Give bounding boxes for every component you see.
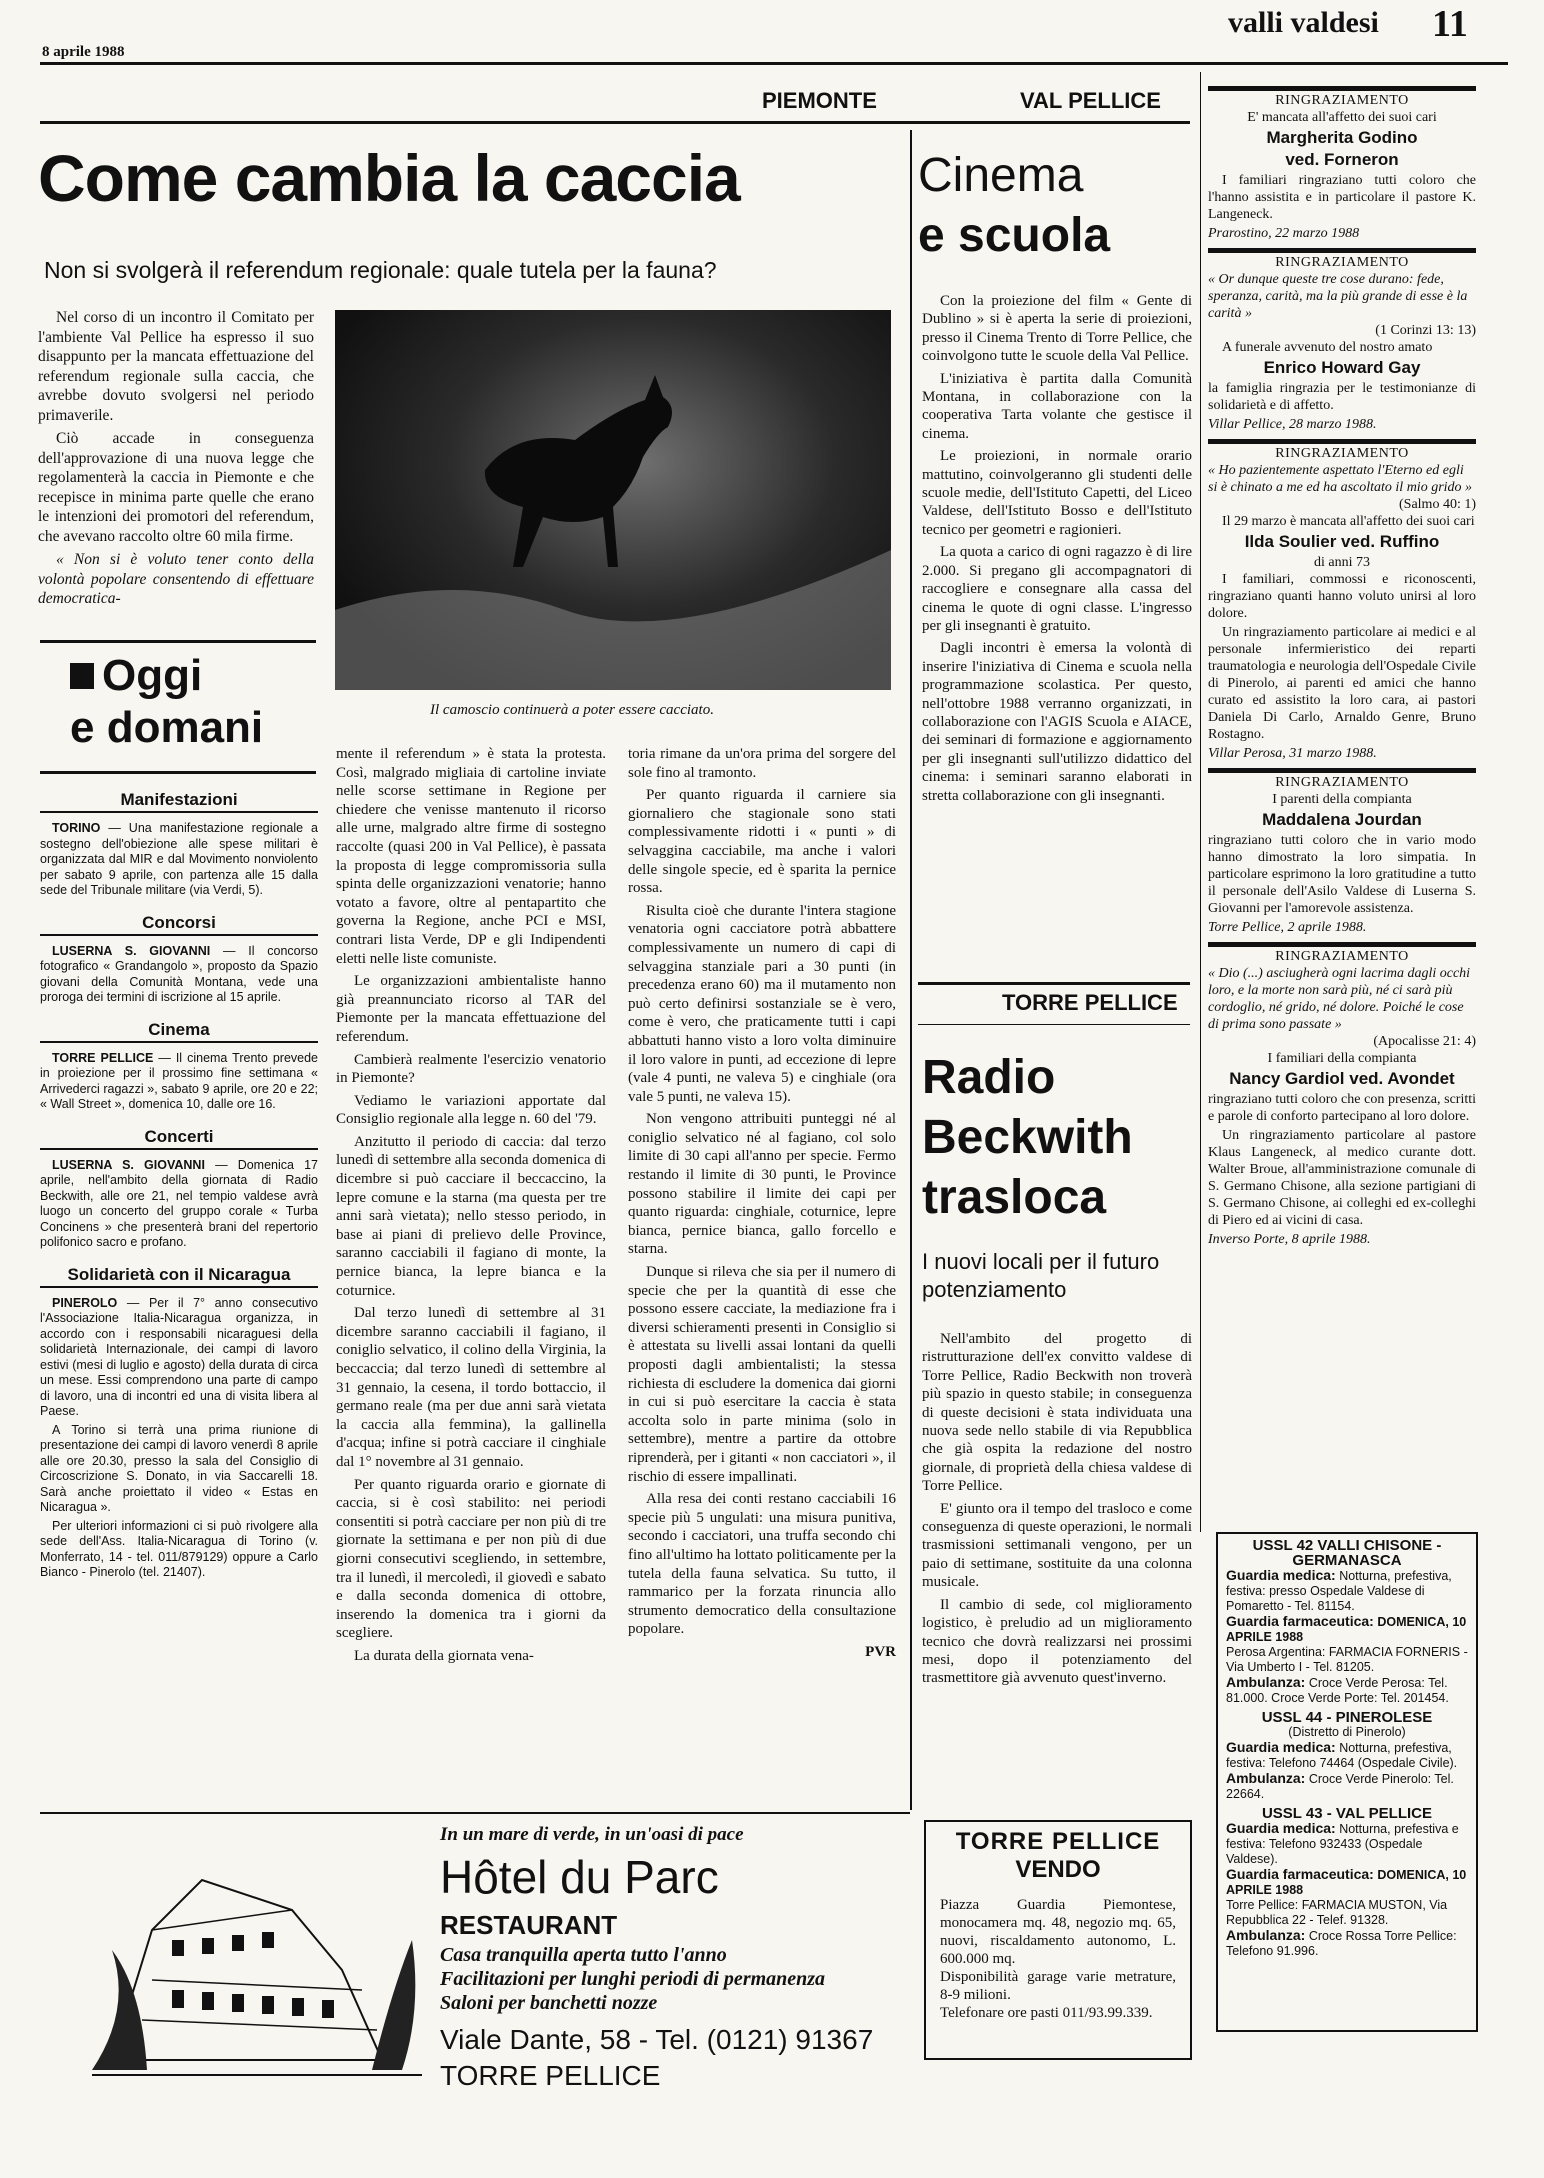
ringraziamento-3 <box>1208 439 1476 762</box>
oggi-place: LUSERNA S. GIOVANNI <box>52 1157 205 1172</box>
oggi-place: TORRE PELLICE <box>52 1050 154 1065</box>
cinema-para: Dagli incontri è emersa la volontà di inserire l'iniziativa di Cinema e scuola nella programmazione scolastica. Per questo, nell'ottobre 1988 verranno organizzati, in collaborazione con l'AGIS Scuola e AIACE, dei seminari di formazione e aggiornamento per gli insegnanti sull'utilizzo didattico del cinema: i seminari saranno elaborati in stretta collaborazione con gli insegnanti. <box>922 640 1192 804</box>
ussl-sub: (Distretto di Pinerolo) <box>1288 1725 1406 1739</box>
rg-intro: A funerale avvenuto del nostro amato <box>1222 340 1433 355</box>
hotel-illustration <box>92 1860 422 2090</box>
vendo-text: Piazza Guardia Piemontese, monocamera mq. 48, negozio mq. 65, nuovi, riscaldamento autonomo, L. 600.000 mq. <box>940 1897 1176 1967</box>
vendo-text-3: Telefonare ore pasti 011/93.99.339. <box>940 2005 1153 2021</box>
caccia-para: toria rimane da un'ora prima del sorgere del sole fino al tramonto. <box>628 746 896 781</box>
ussl-label: Guardia medica: <box>1226 1567 1336 1583</box>
rg-place: Torre Pellice, 2 aprile 1988. <box>1208 920 1367 935</box>
rg-body: Un ringraziamento particolare ai medici e al personale infermieristico dei reparti traumatologia e neurologia dell'Ospedale Civile di Pinerolo, ai parenti ed amici che hanno curato ed assistito la loro cara, ai pastori Daniela Di Carlo, Arnaldo Genre, Bruno Rostagno. <box>1208 625 1476 742</box>
oggi-place: TORINO <box>52 821 101 835</box>
caccia-para: Nel corso di un incontro il Comitato per l'ambiente Val Pellice ha espresso il suo disappunto per la mancata effettuazione del referendum regionale sulla caccia, che avrebbe dovuto svolgersi nel periodo primaverile. <box>38 309 314 424</box>
radio-body <box>922 1330 1192 1692</box>
oggi-text: A Torino si terrà una prima riunione di presentazione dei campi di lavoro venerdì 8 aprile alle ore 20.30, presso la sala del Consiglio di Circoscrizione S. Donato, in via Saccarelli 18. Sarà anche proiettato il video « Estas en Nicaragua ». <box>40 1422 318 1514</box>
caccia-para: Alla resa dei conti restano cacciabili 16 specie più 5 ungulati: una misura punitiva, secondo i cacciatori, una truffa secondo chi fino all'ultimo ha lottato politicamente per la tutela della fauna selvatica. Su tutto, il rammarico per la forzata rinuncia allo strumento democratico della consultazione popolare. <box>628 1491 896 1638</box>
square-bullet-icon <box>70 663 94 689</box>
hotel-address: Viale Dante, 58 - Tel. (0121) 91367 <box>440 2024 874 2055</box>
caccia-para: Risulta cioè che durante l'intera stagione venatoria ogni cacciatore potrà abbattere complessivamente un numero di capi di selvaggina stanziale pari a 30 punti (in precedenza erano 60) ma il mutamento non può certo definirsi sostanziale se è vero, come è vero, che praticamente tutti i capi abbattuti hanno visto a loro volta diminuire il loro valore in punti, ad eccezione di lepre (vale 4 punti, ne valeva 5) e cinghiale (ora vale 5 punti, ne valeva 15). <box>628 902 896 1105</box>
hotel-name: Hôtel du Parc <box>440 1851 719 1903</box>
oggi-text: — Una manifestazione regionale a sostegno dell'obiezione alle spese militari è organizzata dal MIR e dal Movimento nonviolento per sabato 9 aprile, con partenza alle 15 dalla sede del Tribunale militare (via Verdi, 5). <box>40 821 318 897</box>
ussl-text: Perosa Argentina: FARMACIA FORNERIS - Via Umberto I - Tel. 81205. <box>1226 1645 1468 1674</box>
radio-headline-2: Beckwith <box>922 1111 1133 1164</box>
rg-name: Maddalena Jourdan <box>1262 810 1422 829</box>
ussl-title: USSL 42 VALLI CHISONE - GERMANASCA <box>1252 1537 1442 1569</box>
hotel-line-3: Saloni per banchetti nozze <box>440 1992 658 2014</box>
section-piemonte: PIEMONTE <box>762 88 877 113</box>
radio-subhead: I nuovi locali per il futuro potenziamento <box>922 1249 1160 1302</box>
rg-quote: « Or dunque queste tre cose durano: fede, speranza, carità, ma la più grande di esse è la carità » <box>1208 272 1468 321</box>
oggi-place: LUSERNA S. GIOVANNI <box>52 943 211 958</box>
rg-name: ved. Forneron <box>1285 150 1399 169</box>
section-torre-pellice: TORRE PELLICE <box>1002 990 1178 1015</box>
caccia-signature: PVR <box>865 1643 896 1660</box>
ussl-text: DOMENICA, 10 APRILE 1988 <box>1226 1868 1467 1897</box>
oggi-list <box>40 790 318 1584</box>
radio-para: Il cambio di sede, col miglioramento logistico, è preludio ad un miglioramento tecnico che dovrà realizzarsi nei prossimi mesi, dopo il potenziamento del trasmettitore già avvenuto quest'inverno. <box>922 1596 1192 1687</box>
caccia-para: Cambierà realmente l'esercizio venatorio in Piemonte? <box>336 1051 606 1087</box>
rg-ref: (Salmo 40: 1) <box>1399 497 1476 512</box>
caccia-para: Vediamo le variazioni apportate dal Consiglio regionale alla legge n. 60 del '79. <box>336 1092 606 1128</box>
ads-top-rule <box>40 1812 910 1814</box>
hotel-ad <box>92 1824 900 2110</box>
chamois-photo <box>335 310 891 690</box>
rg-name: Enrico Howard Gay <box>1263 358 1421 377</box>
vendo-text-2: Disponibilità garage varie metrature, 8-9 milioni. <box>940 1969 1176 2003</box>
caccia-para: Non vengono attribuiti punteggi né al coniglio selvatico né al fagiano, col solo limite di 30 capi all'anno per specie. Fermo restando il limite di 30 punti, le Province possono stabilire il limite dei capi per quanto riguarda: cinghiale, coturnice, lepre bianca, pernice bianca, gallo forcello e starna. <box>628 1111 896 1258</box>
radio-para: E' giunto ora il tempo del trasloco e come conseguenza di queste operazioni, le normali trasmissioni settimanali vengono, per un paio di settimane, sostituite da una colonna musicale. <box>922 1500 1192 1591</box>
rg-body: ringraziano tutti coloro che in vario modo hanno dimostrato la loro simpatia. In particolare esprimono la loro gratitudine a tutto il personale dell'Asilo Valdese di Luserna S. Giovanni per l'amorevole assistenza. <box>1208 833 1476 916</box>
oggi-text: — Il concorso fotografico « Grandangolo », proposto da Spazio giovani della Comunità Montana, vede una proroga dei termini di iscrizione al 15 aprile. <box>40 943 319 1004</box>
hotel-line-1: Casa tranquilla aperta tutto l'anno <box>440 1944 727 1966</box>
rg-title: RINGRAZIAMENTO <box>1275 775 1409 790</box>
section-rule <box>40 121 1190 124</box>
caccia-col1 <box>38 308 314 613</box>
oggi-head-manifestazioni: Manifestazioni <box>40 790 318 813</box>
column-divider <box>910 130 912 1810</box>
vendo-title-2: VENDO <box>1015 1856 1101 1883</box>
ussl-label: Ambulanza: <box>1226 1674 1306 1690</box>
rg-intro: Il 29 marzo è mancata all'affetto dei suoi cari <box>1222 514 1475 529</box>
rg-name: Margherita Godino <box>1266 128 1418 147</box>
ussl-text: Notturna, prefestiva e festiva: Telefono 932433 (Ospedale Valdese). <box>1226 1822 1459 1866</box>
vendo-title-1: TORRE PELLICE <box>955 1828 1161 1855</box>
ussl-text: Notturna, prefestiva, festiva: Telefono 74464 (Ospedale Civile). <box>1226 1741 1458 1770</box>
ussl-label: Guardia medica: <box>1226 1820 1336 1836</box>
oggi-title: Oggi <box>102 651 203 700</box>
torre-rule <box>918 982 1190 985</box>
chamois-silhouette <box>335 310 891 690</box>
ringraziamenti-column <box>1208 86 1476 1254</box>
rg-quote: « Dio (...) asciugherà ogni lacrima dagli occhi loro, e la morte non sarà più, né ci sarà più cordoglio, né grido, né dolore. Poiché le cose di prima sono passate » <box>1208 966 1471 1032</box>
oggi-head-concerti: Concerti <box>40 1127 318 1150</box>
oggi-head-nicaragua: Solidarietà con il Nicaragua <box>40 1265 318 1288</box>
caccia-para: La durata della giornata vena- <box>354 1647 534 1664</box>
section-val-pellice: VAL PELLICE <box>1020 88 1161 113</box>
ussl-label: Guardia farmaceutica: <box>1226 1613 1374 1629</box>
rg-name: Ilda Soulier ved. Ruffino <box>1244 532 1440 551</box>
caccia-col2 <box>336 745 606 1670</box>
vendo-ad <box>924 1820 1192 2060</box>
cinema-para: L'iniziativa è partita dalla Comunità Montana, in collaborazione con la cooperativa Tarta volante che gestisce il cinema. <box>922 370 1192 442</box>
page-number: 11 <box>1432 3 1468 45</box>
ussl-label: Ambulanza: <box>1226 1927 1306 1943</box>
oggi-text: — Il cinema Trento prevede in proiezione per il prossimo fine settimana « Arrivederci ragazzi », sabato 9 aprile, ore 20 e 22; « Wall Street », domenica 10, dalle ore 16. <box>40 1050 318 1111</box>
caccia-para: Dunque si rileva che sia per il numero di specie che per la quantità di esse che possono essere cacciate, la mediazione fra i diversi schieramenti presenti in Consiglio si è attestata su livelli assai lontani da quelli proposti dagli ambientalisti; la stessa richiesta di escludere la domenica dai giorni in cui si può esercitare la caccia è stata accolta solo in parte minima (solo in settembre), mentre a partire da ottobre riprenderà, per i gitanti « non cacciatori », il rischio di essere impallinati. <box>628 1264 896 1485</box>
rg-intro: E' mancata all'affetto dei suoi cari <box>1247 110 1437 125</box>
hotel-restaurant: RESTAURANT <box>440 1910 618 1940</box>
rg-body: la famiglia ringrazia per le testimonianze di solidarietà e di affetto. <box>1208 381 1476 413</box>
radio-headline-3: trasloca <box>922 1171 1107 1224</box>
rg-ref: (Apocalisse 21: 4) <box>1373 1034 1476 1049</box>
caccia-headline: Come cambia la caccia <box>38 141 740 215</box>
rg-quote: « Ho pazientemente aspettato l'Eterno ed egli si è chinato a me ed ha ascoltato il mio grido » <box>1208 463 1473 495</box>
ussl-text: Croce Verde Pinerolo: Tel. 22664. <box>1226 1772 1454 1801</box>
cinema-headline-1: Cinema <box>918 149 1084 202</box>
issue-date: 8 aprile 1988 <box>42 44 125 60</box>
column-divider-right <box>1200 72 1201 1532</box>
rg-body: Un ringraziamento particolare al pastore Klaus Langeneck, al medico curante dott. Walter Broue, all'amministrazione comunale di S. Germano Chisone, alla sezione partigiani di S. Germano Chisone, ai colleghi ed ex-colleghi di Piero ed ai vicini di casa. <box>1208 1128 1476 1228</box>
rg-place: Villar Perosa, 31 marzo 1988. <box>1208 746 1377 761</box>
newspaper-name: valli valdesi <box>1228 6 1379 39</box>
rg-body: I familiari, commossi e riconoscenti, ringraziano quanti hanno voluto unirsi al loro dolore. <box>1208 572 1476 621</box>
ussl-label: Guardia medica: <box>1226 1739 1336 1755</box>
hotel-city: TORRE PELLICE <box>440 2060 661 2091</box>
ussl-box <box>1216 1532 1478 2032</box>
ussl-label: Ambulanza: <box>1226 1770 1306 1786</box>
caccia-para: Per quanto riguarda orario e giornate di caccia, si è così stabilito: nei periodi consentiti si potrà cacciare per non più di tre giornate la settimana e per non più di due giorni consecutivi scegliendo, in settembre, tra il lunedì, il mercoledì, il giovedì e sabato e dalla seconda domenica di ottobre, inserendo la domenica tra i giorni da scegliere. <box>336 1476 606 1642</box>
rg-title: RINGRAZIAMENTO <box>1275 949 1409 964</box>
ussl-title: USSL 43 - VAL PELLICE <box>1261 1805 1433 1822</box>
photo-caption: Il camoscio continuerà a poter essere cacciato. <box>430 702 714 718</box>
ringraziamento-1 <box>1208 86 1476 242</box>
radio-headline-1: Radio <box>922 1051 1056 1104</box>
rg-title: RINGRAZIAMENTO <box>1275 446 1409 461</box>
cinema-para: Con la proiezione del film « Gente di Dublino » si è aperta la serie di proiezioni, presso il Cinema Trento di Torre Pellice, che coinvolgono tutte le scuole della Val Pellice. <box>922 293 1192 365</box>
caccia-subhead: Non si svolgerà il referendum regionale: quale tutela per la fauna? <box>44 257 717 283</box>
masthead-rule <box>40 62 1508 65</box>
caccia-col3 <box>628 745 896 1662</box>
rg-place: Prarostino, 22 marzo 1988 <box>1208 226 1360 241</box>
caccia-para: Per quanto riguarda il carniere sia giornaliero che stagionale sono stati complessivamente ridotti i « punti » di selvaggina cacciabile, ma anche i valori delle singole specie, ed è sparita la pernice rossa. <box>628 787 896 897</box>
hotel-tagline: In un mare di verde, in un'oasi di pace <box>440 1824 744 1845</box>
ussl-text: DOMENICA, 10 APRILE 1988 <box>1226 1615 1467 1644</box>
rg-place: Inverso Porte, 8 aprile 1988. <box>1208 1232 1371 1247</box>
rg-title: RINGRAZIAMENTO <box>1275 93 1409 108</box>
caccia-para: mente il referendum » è stata la protesta. Così, malgrado migliaia di cartoline inviate nelle scorse settimane in Regione per chiedere che venisse mantenuto il ricorso alle urne, malgrado altre firme di sostegno raccolte (quasi 200 in Val Pellice), è passata la proposta di legge compromissoria sulla spinta delle organizzazioni venatorie; hanno votato a favore, oltre al pentapartito che governa la Regione, anche PCI e MSI, contrari lista Verde, DP e gli Indipendenti eletti nelle liste comuniste. <box>336 746 606 967</box>
ussl-text: Torre Pellice: FARMACIA MUSTON, Via Repubblica 22 - Telef. 91328. <box>1226 1898 1448 1927</box>
hotel-line-2: Facilitazioni per lunghi periodi di permanenza <box>440 1968 826 1990</box>
oggi-text: Per ulteriori informazioni ci si può rivolgere alla sede dell'Ass. Italia-Nicaragua di Torino (v. Monferrato, 14 - tel. 011/879129) oppure a Carlo Bianco - Pinerolo (tel. 21407). <box>40 1518 318 1579</box>
oggi-text: — Domenica 17 aprile, nell'ambito della giornata di Radio Beckwith, alle ore 21, nel tempio valdese avrà luogo un concerto del gruppo corale « Turba Concinens » che presenterà brani del repertorio polifonico sacro e profano. <box>40 1157 319 1249</box>
torre-rule-2 <box>918 1024 1190 1025</box>
rg-ref: (1 Corinzi 13: 13) <box>1375 323 1476 338</box>
ussl-label: Guardia farmaceutica: <box>1226 1866 1374 1882</box>
rg-intro: I familiari della compianta <box>1267 1051 1417 1066</box>
ussl-text: Croce Verde Perosa: Tel. 81.000. Croce Verde Porte: Tel. 201454. <box>1226 1676 1449 1705</box>
caccia-para: « Non si è voluto tener conto della volontà popolare consentendo di effettuare democratica- <box>38 551 314 607</box>
rg-title: RINGRAZIAMENTO <box>1275 255 1409 270</box>
rg-place: Villar Pellice, 28 marzo 1988. <box>1208 417 1377 432</box>
caccia-para: Anzitutto il periodo di caccia: dal terzo lunedì di settembre alla seconda domenica di dicembre si può cacciare il beccaccino, la lepre comune e la starna (ma questa per tre anni sarà vietata); nello stesso periodo, in base ai piani di prelievo delle Province, saranno cacciabili il fagiano di monte, la pernice bianca, la lepre bianca e la coturnice. <box>336 1133 606 1299</box>
caccia-para: Le organizzazioni ambientaliste hanno già preannunciato ricorso al TAR del Piemonte per la mancata effettuazione del referendum. <box>336 973 606 1045</box>
oggi-text: — Per il 7° anno consecutivo l'Associazione Italia-Nicaragua organizza, in accordo con i responsabili nicaraguesi della solidarietà Internazionale, dei campi di lavoro estivi (mesi di luglio e agosto) della durata di circa un mese. Essi comprendono una parte di campo di lavoro, una di incontri ed una di visita libera al Paese. <box>40 1295 318 1418</box>
oggi-place: PINEROLO <box>52 1295 118 1310</box>
ringraziamento-2 <box>1208 248 1476 433</box>
rg-name: Nancy Gardiol ved. Avondet <box>1229 1069 1455 1088</box>
cinema-para: La quota a carico di ogni ragazzo è di lire 2.000. Si pregano gli accompagnatori di raccogliere e consegnare alla cassa del cinema le quote di ogni classe. L'ingresso per gli insegnanti è gratuito. <box>922 544 1192 634</box>
ussl-title: USSL 44 - PINEROLESE <box>1261 1709 1433 1726</box>
rg-body: ringraziano tutti coloro che con presenza, scritti e parole di conforto partecipano al loro dolore. <box>1208 1092 1476 1124</box>
rg-body: I familiari ringraziano tutti coloro che l'hanno assistita e in particolare il pastore K. Langeneck. <box>1208 173 1476 222</box>
caccia-para: Dal terzo lunedì di settembre al 31 dicembre saranno cacciabili il fagiano, il coniglio selvatico, il colino della Virginia, la beccaccia; dal terzo lunedì di settembre al 31 gennaio, la cesena, il tordo bottaccio, il germano reale (ma per due anni sarà vietata la caccia alla femmina), la gallinella d'acqua; infine si potrà cacciare il cinghiale dal 1° novembre al 31 gennaio. <box>336 1305 606 1470</box>
hotel-building-icon <box>92 1860 422 2090</box>
ussl-text: Croce Rossa Torre Pellice: Telefono 91.996. <box>1226 1929 1457 1958</box>
cinema-body <box>922 292 1192 809</box>
cinema-headline-2: e scuola <box>918 209 1111 262</box>
cinema-para: Le proiezioni, in normale orario mattutino, coinvolgeranno gli studenti delle scuole medie, dell'Istituto Capetti, del Liceo Valdese, dell'Istituto Bosso e dell'Istituto tecnico per geometri e ragionieri. <box>922 448 1192 538</box>
ringraziamento-5 <box>1208 942 1476 1248</box>
ringraziamento-4 <box>1208 768 1476 936</box>
radio-para: Nell'ambito del progetto di ristrutturazione dell'ex convitto valdese di Torre Pellice, Radio Beckwith non troverà più spazio in questo stabile; in conseguenza di queste decisioni è stata individuata una nuova sede nello stabile di via Repubblica che già ospita la redazione del nostro giornale, di proprietà della chiesa valdese di Torre Pellice. <box>922 1331 1192 1495</box>
rg-intro: I parenti della compianta <box>1272 792 1412 807</box>
oggi-head-concorsi: Concorsi <box>40 913 318 936</box>
oggi-domani-box <box>40 640 316 774</box>
ussl-text: Notturna, prefestiva, festiva: presso Ospedale Valdese di Pomaretto - Tel. 81154. <box>1226 1569 1452 1613</box>
oggi-head-cinema: Cinema <box>40 1020 318 1043</box>
rg-age: di anni 73 <box>1314 555 1370 570</box>
caccia-para: Ciò accade in conseguenza dell'approvazione di una nuova legge che regolamenterà la caccia in Piemonte e che recepisce in minima parte quelle che erano le intenzioni dei promotori del referendum, che avevano raccolto oltre 60 mila firme. <box>38 430 314 545</box>
domani-title: e domani <box>70 703 264 752</box>
